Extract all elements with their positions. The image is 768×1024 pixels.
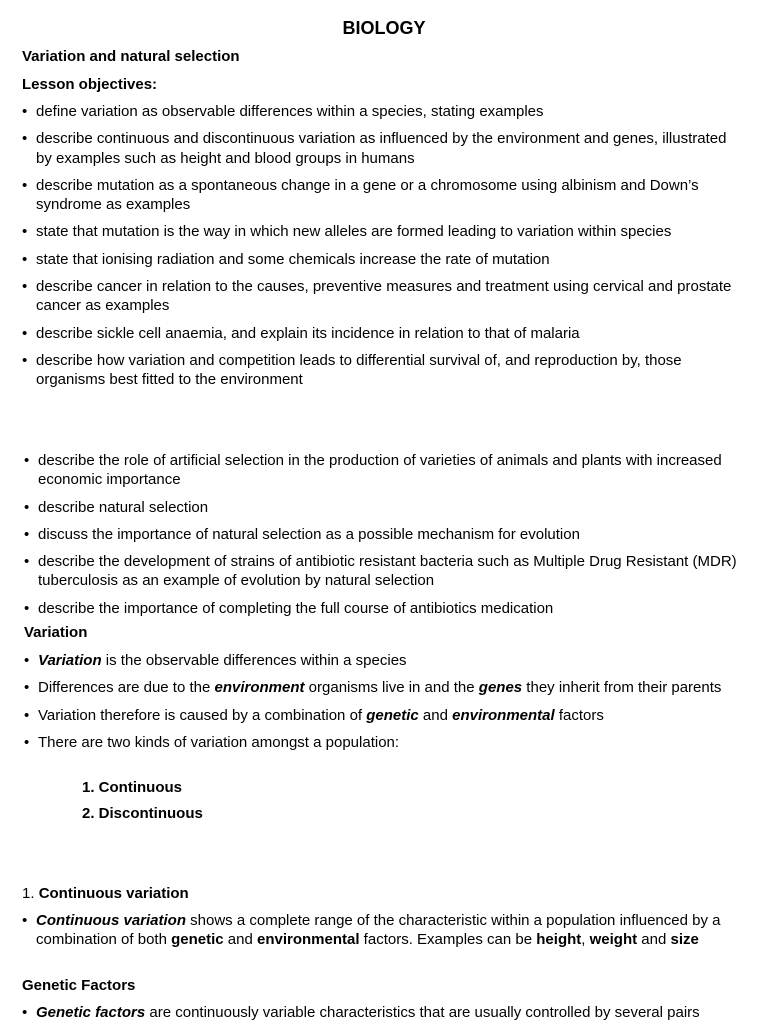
term-weight: weight <box>589 931 638 949</box>
list-item: • describe the importance of completing the full course of antibiotics medication <box>24 599 744 618</box>
term-environmental: environmental <box>452 706 555 724</box>
continuous-heading <box>22 884 189 904</box>
term-environment: environment <box>214 679 305 697</box>
text-run: and <box>418 706 453 724</box>
section-title: Continuous variation <box>38 885 189 902</box>
kind-discontinuous: 2. Discontinuous <box>82 805 203 822</box>
term-continuous-variation: Continuous variation <box>36 912 186 929</box>
section-number: 1. <box>22 885 39 902</box>
list-item <box>22 911 742 950</box>
list-item <box>24 651 744 670</box>
list-item: • describe the development of strains of antibiotic resistant bacteria such as Multiple Drug Resistant (MDR) tuberculosis as an example of evolution by natural selection <box>24 552 744 591</box>
list-item: • There are two kinds of variation amongst a population: <box>24 733 744 752</box>
text-run: Variation therefore is caused by a combination of <box>38 706 367 724</box>
text-run: Differences are due to the <box>38 679 215 697</box>
objectives-heading: Lesson objectives: <box>22 76 158 93</box>
term-variation: Variation <box>38 652 102 669</box>
list-item: • describe natural selection <box>24 498 744 517</box>
list-item: • define variation as observable differences within a species, stating examples <box>22 102 742 121</box>
page-title: BIOLOGY <box>342 18 426 38</box>
term-height: height <box>536 931 582 949</box>
text-run: is the observable differences within a species <box>101 652 407 669</box>
term-genes: genes <box>478 679 523 697</box>
list-item: • state that ionising radiation and some chemicals increase the rate of mutation <box>22 250 742 269</box>
text-run: and <box>223 931 257 949</box>
list-item: • describe how variation and competition leads to differential survival of, and reproduction by, those organisms best fitted to the environment <box>22 351 742 390</box>
kind-continuous: 1. Continuous <box>82 779 182 796</box>
list-item: • describe continuous and discontinuous variation as influenced by the environment and genes, illustrated by examples such as height and blood groups in humans <box>22 129 742 168</box>
text-run: and <box>637 931 671 949</box>
genetic-factors-heading: Genetic Factors <box>22 977 136 994</box>
text-run: are continuously variable characteristics that are usually controlled by several pairs <box>145 1004 700 1021</box>
term-genetic: genetic <box>171 931 224 949</box>
list-item: • describe mutation as a spontaneous change in a gene or a chromosome using albinism and Down’s syndrome as examples <box>22 176 742 215</box>
term-environmental: environmental <box>256 931 360 949</box>
genetic-list <box>22 1003 742 1022</box>
list-item: • describe the role of artificial selection in the production of varieties of animals and plants with increased economic importance <box>24 451 744 490</box>
objectives-list-a <box>22 102 742 390</box>
text-run: factors. Examples can be <box>359 931 537 949</box>
variation-heading: Variation <box>24 624 88 641</box>
list-item: • describe cancer in relation to the causes, preventive measures and treatment using cervical and prostate cancer as examples <box>22 277 742 316</box>
text-run: they inherit from their parents <box>522 679 722 697</box>
text-run: factors <box>554 706 604 724</box>
list-item <box>24 678 744 697</box>
continuous-list <box>22 911 742 950</box>
variation-list <box>24 651 744 752</box>
list-item <box>22 1003 742 1022</box>
text-run: organisms live in and the <box>304 679 479 697</box>
term-genetic-factors: Genetic factors <box>36 1004 146 1021</box>
list-item <box>24 706 744 725</box>
variation-kinds <box>82 775 203 827</box>
text-run: , <box>581 931 590 949</box>
list-item: • state that mutation is the way in which new alleles are formed leading to variation within species <box>22 222 742 241</box>
objectives-list-b <box>24 451 744 618</box>
list-item: • describe sickle cell anaemia, and explain its incidence in relation to that of malaria <box>22 324 742 343</box>
term-genetic: genetic <box>366 706 419 724</box>
text-run: shows a complete range of the characteristic within a population influenced by a combination of both <box>36 912 721 949</box>
topic-heading: Variation and natural selection <box>22 48 240 65</box>
term-size: size <box>670 931 699 949</box>
list-item: • discuss the importance of natural selection as a possible mechanism for evolution <box>24 525 744 544</box>
